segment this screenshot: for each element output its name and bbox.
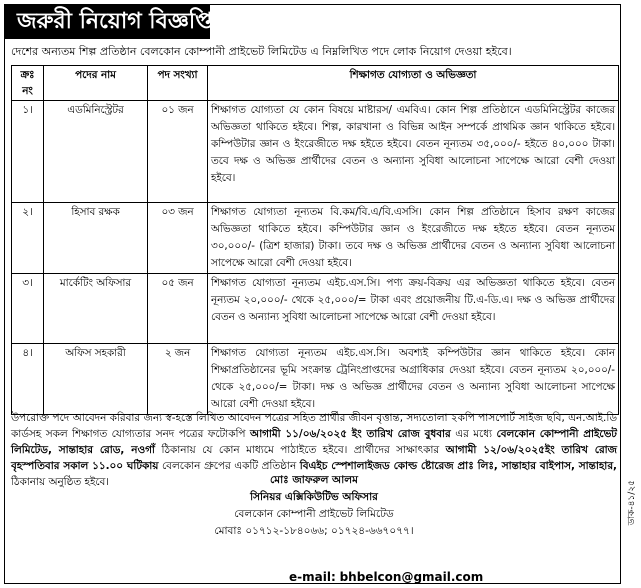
jobs-table [11,65,619,415]
row-post-count: ০৩ জন [148,203,208,274]
row-requirements: শিক্ষাগত যোগ্যতা যে কোন বিষয়ে মাষ্টারস/ এমবিএ। কোন শিল্প প্রতিষ্ঠানে এডমিনিস্ট্রেটর কাজের অভিজ্ঞতা থাকিতে হইবে। শিল্প, কারখানা ও বিভিন্ন আইন সম্পর্কে প্রাথমিক জ্ঞান থাকিতে হইবে। কম্পিউটার জ্ঞান ও ইংরেজীতে দক্ষ হইতে হইবে। বেতন নূন্যতম ৩৫,০০০/- হইতে ৪০,০০০ টাকা। তবে দক্ষ ও অভিজ্ঞ প্রার্থীদের বেতন ও অন্যান্য সুবিধা আলোচনা সাপেক্ষে আরো বেশী দেওয়া হইবে। [208,101,619,203]
row-post-count: ২ জন [148,344,208,415]
row-post-count: ০৫ জন [148,274,208,344]
headline-band [5,5,214,39]
row-serial: ৩। [12,274,44,344]
table-row [12,274,619,344]
row-requirements: শিক্ষাগত যোগ্যতা নূন্যতম বি.কম/বি.এ/বি.এসসি। কোন শিল্প প্রতিষ্ঠানে হিসাব রক্ষণ কাজের অভিজ্ঞতা থাকিতে হইবে। কম্পিউটার জ্ঞান ও ইংরেজীতে দক্ষ হইতে হইবে। বেতন নূন্যতম ৩০,০০০/- (ত্রিশ হাজার) টাকা। তবে দক্ষ ও অভিজ্ঞ প্রার্থীদের বেতন ও অন্যান্য সুবিধা আলোচনা সাপেক্ষে আরো বেশী দেওয়া হইবে। [208,203,619,274]
table-row [12,344,619,415]
instructions-text: উপরোক্ত পদে আবেদন করিবার জন্য স্ব-হস্তে লিখিত আবেদন পত্রের সহিত প্রার্থীর জীবন বৃত্তান্ত, সদ্যতোলা ২কপি পাসপোর্ট সাইজ ছবি, এন.আই.ডি কার্ডসহ সকল শিক্ষাগত যোগ্যতার সনদ পত্রের ফটোকপি [11,412,617,440]
instructions-text: বেলকোন গ্রুপের একটি প্রতিষ্ঠান [161,460,297,472]
row-serial: ৪। [12,344,44,415]
signatory-company: বেলকোন কোম্পানী প্রাইভেট লিমিটেড [234,508,394,520]
notice-page [4,4,621,584]
table-row [12,101,619,203]
header-post-count: পদ সংখ্যা [148,66,208,101]
company-address: বেলকোন কোম্পানী প্রাইভেট লিমিটেড, সান্তাহার রোড, নওগাঁ [11,428,617,456]
header-post-name: পদের নাম [44,66,148,101]
signatory-name: মোঃ জাফরুল আলম [270,474,358,486]
row-post-name: অফিস সহকারী [44,344,148,415]
row-post-name: মার্কেটিং অফিসার [44,274,148,344]
interview-date: আগামী ১২/০৬/২০২৫ইং তারিখ রোজ বৃহস্পতিবার সকাল ১১.০০ ঘটিকায় [11,444,617,472]
interview-venue: বিএইচ স্পেশালাইজড কোল্ড ষ্টোরেজ প্রাঃ লিঃ, সান্তাহার বাইপাস, সান্তাহার, [299,460,617,472]
contact-email [289,570,483,584]
contact-mobile: মোবাঃ ০১৭১২-১৮৪০৬৬; ০১৭২৪-৬৬৭০৭৭। [214,525,414,537]
row-post-name: এডমিনিস্ট্রেটর [44,101,148,203]
row-post-count: ০১ জন [148,101,208,203]
header-serial: ক্রঃ নং [12,66,44,101]
signatory-designation: সিনিয়র এক্সিকিউটিভ অফিসার [250,491,378,503]
deadline-text: আগামী ১১/০৬/২০২৫ ইং তারিখ রোজ বুধবার [249,428,451,440]
intro-text: দেশের অন্যতম শিল্প প্রতিষ্ঠান বেলকোন কোম্পানী প্রাইভেট লিমিটেড এ নিম্নলিখিত পদে লোক নিয়োগ দেওয়া হইবে। [11,45,512,58]
instructions-text: ঠিকানায় যে কোন মাধ্যমে পাঠাইতে হইবে। প্রার্থীদের সাক্ষাৎকার [161,444,440,456]
instructions-text: এর মধ্যে [455,428,493,440]
table-row [12,203,619,274]
table-header-row [12,66,619,101]
instructions-text: ঠিকানায় অনুষ্ঠিত হইবে। [11,476,110,488]
signature-block [11,472,617,540]
row-serial: ১। [12,101,44,203]
headline: জরুরী নিয়োগ বিজ্ঞপ্তি [17,9,214,34]
email-address: bhbelcon@gmail.com [339,570,484,584]
row-requirements: শিক্ষাগত যোগ্যতা নূন্যতম এইচ.এস.সি। পণ্য ক্রয়-বিক্রয় এর অভিজ্ঞতা থাকিতে হইবে। বেতন নূন্যতম ২০,০০০/- থেকে ২৫,০০০/= টাকা এবং প্রয়োজনীয় টি.এ-ডি.এ। দক্ষ ও অভিজ্ঞ প্রার্থীদের বেতন ও অন্যান্য সুবিধা আলোচনা সাপেক্ষে আরো বেশী দেওয়া হইবে। [208,274,619,344]
email-label: e-mail: [289,570,336,584]
row-post-name: হিসাব রক্ষক [44,203,148,274]
row-serial: ২। [12,203,44,274]
header-qualification: শিক্ষাগত যোগ্যতা ও অভিজ্ঞতা [208,66,619,101]
row-requirements: শিক্ষাগত যোগ্যতা নূন্যতম এইচ.এস.সি। অবশ্যই কম্পিউটার জ্ঞান থাকিতে হইবে। কোন শিক্ষাপ্রতিষ্ঠানের ভূমি সংক্রান্ত ট্রেনিংপ্রাপ্তদের অগ্রাধিকার দেওয়া হইবে। বেতন নূন্যতম ২০,০০০/- থেকে ২৫,০০০/= টাকা। দক্ষ ও অভিজ্ঞ প্রার্থীদের বেতন ও অন্যান্য সুবিধা আলোচনা সাপেক্ষে আরো বেশী দেওয়া হইবে। [208,344,619,415]
publication-code: ডাক-৪১/২৫ [627,480,637,526]
